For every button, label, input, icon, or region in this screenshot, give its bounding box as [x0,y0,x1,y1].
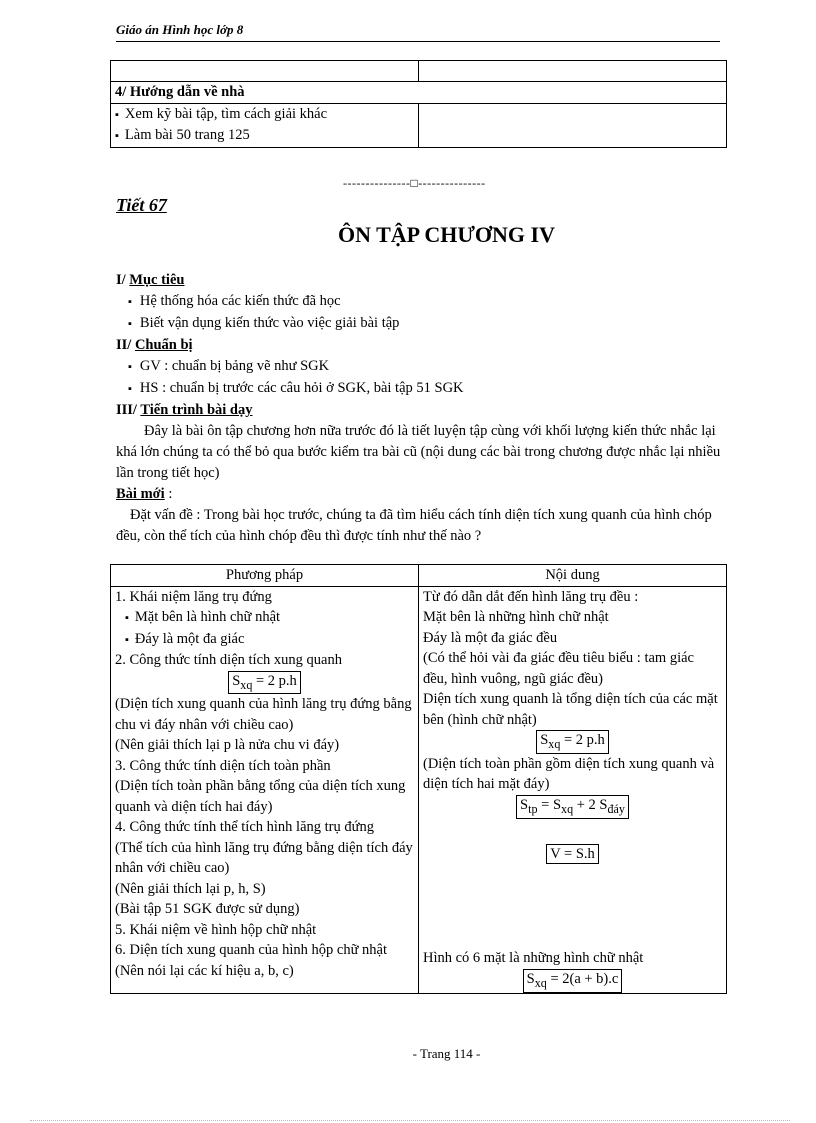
list-item: ▪ Biết vận dụng kiến thức vào việc giải bài tập [116,313,736,335]
homework-items [111,103,419,147]
list-item: 5. Khái niệm về hình hộp chữ nhật [115,921,317,938]
lesson-number: Tiết 67 [116,195,167,215]
method-cell [111,586,419,993]
list-item: (Nên nói lại các kí hiệu a, b, c) [115,962,294,979]
list-item: (Diện tích toàn phần gồm diện tích xung quanh và diện tích hai mặt đáy) [423,755,715,793]
formula-row [423,969,722,993]
page-title: ÔN TẬP CHƯƠNG IV [338,222,555,247]
list-item: Hình có 6 mặt là những hình chữ nhật [423,950,644,967]
formula-subscript: xq [561,801,574,816]
section-number: III/ [116,402,137,418]
paragraph: Đặt vấn đề : Trong bài học trước, chúng ta đã tìm hiểu cách tính diện tích xung quanh của hình chóp đều, còn thể tích của hình chóp đều thì được tính như thế nào ? [116,507,712,544]
section-divider: ---------------□--------------- [343,176,486,190]
list-item: (Nên giải thích lại p, h, S) [115,880,266,897]
spacer [423,819,722,840]
list-item: ▪ GV : chuẩn bị bảng vẽ như SGK [116,356,736,378]
list-item: ▪ Hệ thống hóa các kiến thức đã học [116,291,736,313]
formula-row [423,844,722,865]
new-lesson-label: Bài mới [116,486,165,502]
formula-subscript: xq [548,736,561,751]
formula-row [115,671,414,695]
list-item: (Có thể hỏi vài đa giác đều tiêu biểu : tam giác đều, hình vuông, ngũ giác đều) [423,650,694,687]
list-item: ▪ Mặt bên là hình chữ nhật [115,607,414,629]
empty-cell [111,61,419,82]
formula-text: = 2 p.h [563,732,605,748]
formula-box: V = S.h [546,844,599,864]
bottom-divider [30,1120,790,1121]
formula-box [516,795,629,819]
section-label: Tiến trình bài dạy [140,402,253,418]
formula-symbol: S [540,732,549,748]
formula-box [536,730,609,754]
spacer [423,864,722,948]
table-row [111,103,727,147]
homework-heading: 4/ Hướng dẫn về nhà [111,82,727,104]
formula-subscript: tp [528,801,538,816]
section-label: Chuẩn bị [134,337,193,353]
empty-cell [419,103,727,147]
list-item: Đáy là một đa giác đều [423,629,558,646]
list-item: 6. Diện tích xung quanh của hình hộp chữ nhật [115,942,388,959]
section-label: Mục tiêu [129,272,185,288]
section-heading [116,335,736,356]
section-number: II/ [116,337,132,353]
list-item: Mặt bên là những hình chữ nhật [423,609,609,625]
list-item: (Bài tập 51 SGK được sử dụng) [115,901,300,918]
lesson-body [116,270,736,547]
content-cell [419,586,727,993]
list-item: 3. Công thức tính diện tích toàn phần [115,757,331,774]
page-header: Giáo án Hình học lớp 8 [116,22,720,42]
list-item: 1. Khái niệm lăng trụ đứng [115,588,272,605]
list-item: Diện tích xung quanh là tổng diện tích của các mặt bên (hình chữ nhật) [423,691,718,728]
table-row [111,586,727,993]
formula-symbol: S [526,970,535,987]
list-item: (Diện tích toàn phần bằng tổng của diện tích xung quanh và diện tích hai đáy) [115,778,406,815]
table-header-row [111,565,727,587]
formula-symbol: S [520,796,529,813]
list-item: (Diện tích xung quanh của hình lăng trụ đứng bằng chu vi đáy nhân với chiều cao) [115,696,412,733]
empty-cell [419,61,727,82]
formula-text: = 2 p.h [255,672,297,689]
formula-row [423,730,722,754]
formula-text: = S [541,796,562,813]
list-item: Từ đó dẫn dắt đến hình lăng trụ đều : [423,588,639,605]
list-item: ▪ Đáy là một đa giác [115,629,414,651]
formula-box [228,671,301,695]
list-item: 2. Công thức tính diện tích xung quanh [115,652,342,668]
paragraph: Đây là bài ôn tập chương hơn nữa trước đó là tiết luyện tập cùng với khối lượng kiến thức nhắc lại khá lớn chúng ta có thể bỏ qua bước kiểm tra bài cũ (nội dung các bài trong chương được nhắc lại nhiều lần trong tiết học) [116,423,721,481]
formula-subscript: xq [240,677,253,692]
column-header: Nội dung [419,565,727,587]
formula-box [523,969,623,993]
list-item: ▪ HS : chuẩn bị trước các câu hỏi ở SGK, bài tập 51 SGK [116,378,736,400]
section-heading [116,400,736,421]
homework-table [110,60,727,148]
content-table [110,564,727,994]
formula-symbol: S [232,672,241,689]
list-item: 4. Công thức tính thể tích hình lăng trụ đứng [115,819,374,836]
list-item: ▪ Xem kỹ bài tập, tìm cách giải khác [115,104,414,126]
list-item: (Nên giải thích lại p là nửa chu vi đáy) [115,737,340,754]
list-item: ▪ Làm bài 50 trang 125 [115,125,414,147]
formula-subscript: đáy [607,801,625,816]
new-lesson-heading: Bài mới : [116,486,173,502]
table-row [111,61,727,82]
section-number: I/ [116,272,126,288]
formula-text: + 2 S [576,796,608,813]
column-header: Phương pháp [111,565,419,587]
formula-text: = 2(a + b).c [550,970,619,987]
formula-row [423,795,722,819]
section-heading [116,270,736,291]
table-row [111,82,727,104]
list-item: (Thể tích của hình lăng trụ đứng bằng diện tích đáy nhân với chiều cao) [115,839,413,877]
page-number: - Trang 114 - [412,1046,481,1061]
formula-subscript: xq [534,975,547,990]
